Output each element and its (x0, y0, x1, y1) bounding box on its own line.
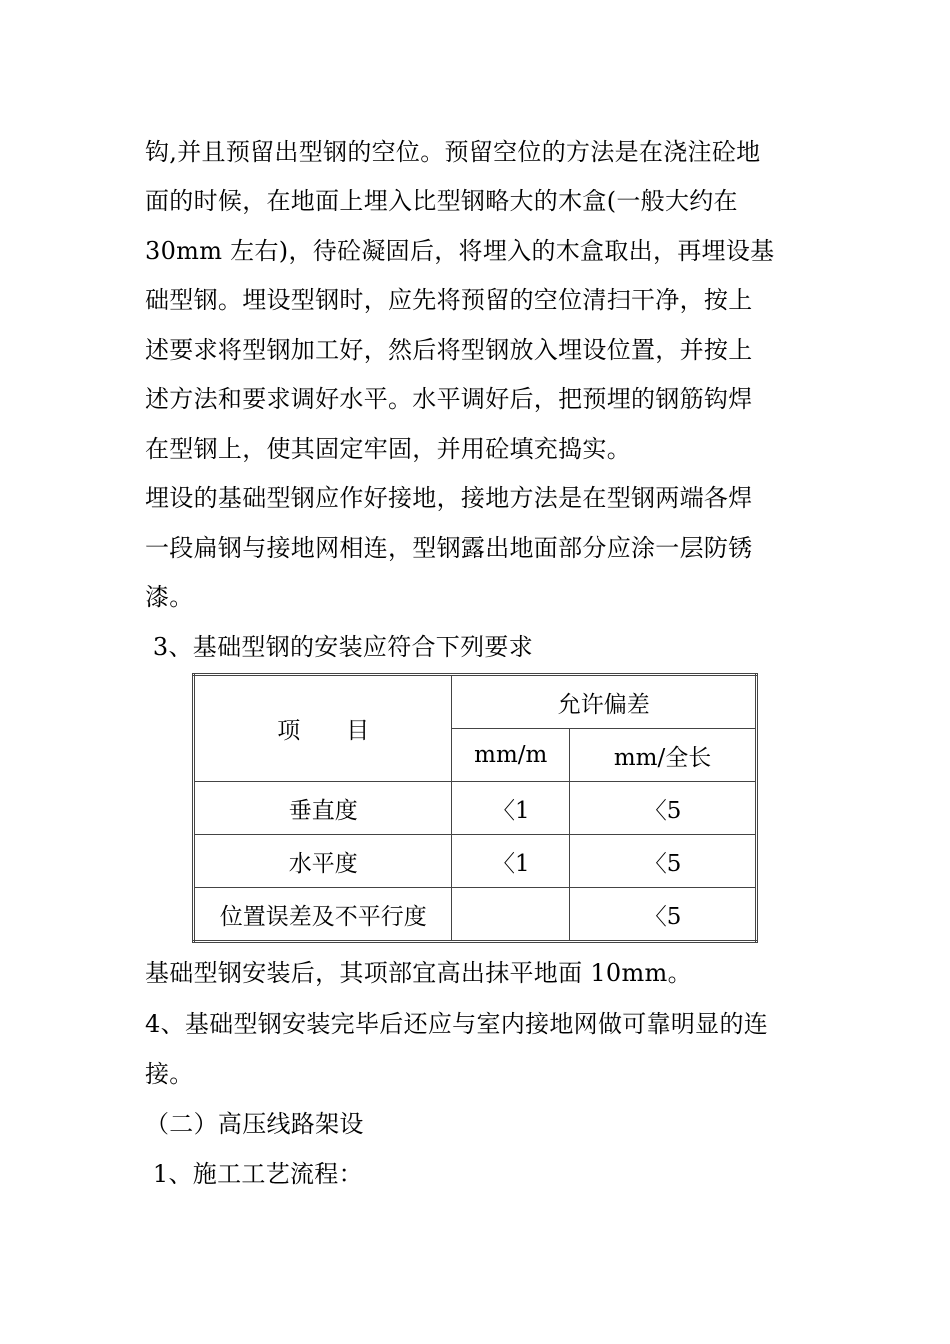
table-row (194, 835, 757, 888)
table-row (194, 782, 757, 835)
row-total: 〈5 (570, 782, 757, 835)
paragraph-line: 漆。 (145, 583, 194, 611)
paragraph-line: 一段扁钢与接地网相连，型钢露出地面部分应涂一层防锈 (145, 534, 753, 562)
header-unit-per-m: mm/m (452, 729, 570, 782)
section-heading: 3、基础型钢的安装应符合下列要求 (145, 633, 533, 661)
paragraph-line: 础型钢。埋设型钢时，应先将预留的空位清扫干净，按上 (145, 286, 753, 314)
row-per-m: 〈1 (452, 782, 570, 835)
header-tolerance: 允许偏差 (452, 675, 757, 729)
tolerance-table (192, 673, 758, 943)
paragraph-line: 面的时候，在地面上埋入比型钢略大的木盒(一般大约在 (145, 187, 738, 215)
paragraph-line: 接。 (145, 1060, 194, 1088)
paragraph-line: 述方法和要求调好水平。水平调好后，把预埋的钢筋钩焊 (145, 385, 753, 413)
header-item: 项 目 (194, 675, 452, 782)
row-per-m (452, 888, 570, 942)
table-row (194, 888, 757, 942)
row-item: 水平度 (194, 835, 452, 888)
header-unit-total: mm/全长 (570, 729, 757, 782)
subsection-heading: 1、施工工艺流程： (145, 1160, 363, 1188)
table-header-row (194, 675, 757, 729)
paragraph-line: 述要求将型钢加工好，然后将型钢放入埋设位置，并按上 (145, 336, 753, 364)
paragraph-line: 基础型钢安装后，其项部宜高出抹平地面 10mm。 (145, 959, 692, 987)
paragraph-line: 埋设的基础型钢应作好接地，接地方法是在型钢两端各焊 (145, 484, 753, 512)
section-heading: （二）高压线路架设 (145, 1110, 364, 1138)
row-total: 〈5 (570, 835, 757, 888)
paragraph-line: 在型钢上，使其固定牢固，并用砼填充捣实。 (145, 435, 631, 463)
row-item: 垂直度 (194, 782, 452, 835)
paragraph-line: 30mm 左右)，待砼凝固后，将埋入的木盒取出，再埋设基 (145, 237, 775, 265)
row-item: 位置误差及不平行度 (194, 888, 452, 942)
paragraph-line: 4、基础型钢安装完毕后还应与室内接地网做可靠明显的连 (145, 1010, 769, 1038)
row-total: 〈5 (570, 888, 757, 942)
row-per-m: 〈1 (452, 835, 570, 888)
paragraph-line: 钩,并且预留出型钢的空位。预留空位的方法是在浇注砼地 (145, 138, 761, 166)
